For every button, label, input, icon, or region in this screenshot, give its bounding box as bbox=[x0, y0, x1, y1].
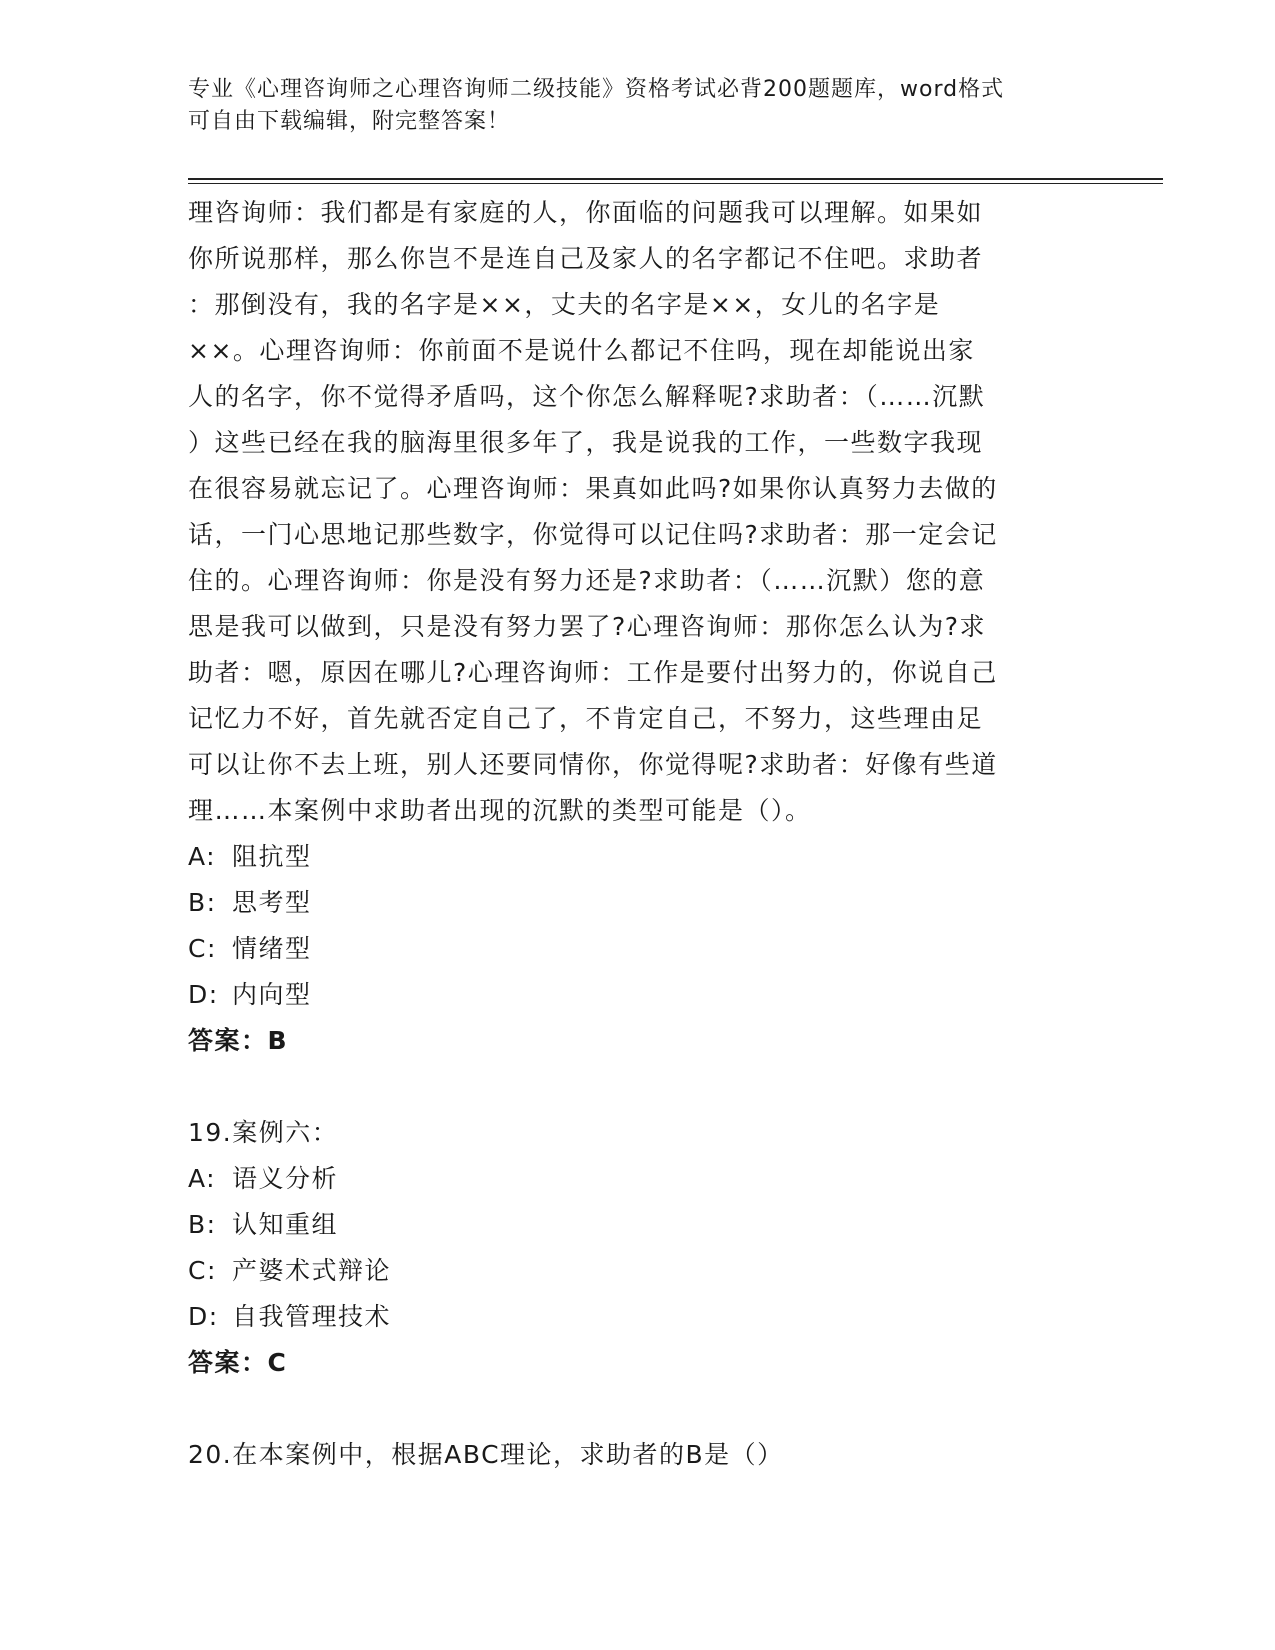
passage-line: 住的。心理咨询师：你是没有努力还是?求助者：（……沉默）您的意 bbox=[188, 566, 986, 595]
question-19 bbox=[188, 1110, 1078, 1386]
option-d: D: 内向型 bbox=[188, 980, 312, 1009]
passage-line: 在很容易就忘记了。心理咨询师：果真如此吗?如果你认真努力去做的 bbox=[188, 474, 998, 503]
passage-line: ××。心理咨询师：你前面不是说什么都记不住吗，现在却能说出家 bbox=[188, 336, 975, 365]
option-c: C: 产婆术式辩论 bbox=[188, 1256, 392, 1285]
passage-line: 可以让你不去上班，别人还要同情你，你觉得呢?求助者：好像有些道 bbox=[188, 750, 998, 779]
option-b: B: 认知重组 bbox=[188, 1210, 339, 1239]
question-18-options bbox=[188, 834, 1078, 1064]
option-a: A: 阻抗型 bbox=[188, 842, 312, 871]
option-c: C: 情绪型 bbox=[188, 934, 312, 963]
document-body bbox=[188, 190, 1078, 1478]
answer-19: 答案：C bbox=[188, 1348, 288, 1377]
passage-line: 人的名字，你不觉得矛盾吗，这个你怎么解释呢?求助者：（……沉默 bbox=[188, 382, 986, 411]
case-passage bbox=[188, 190, 1078, 834]
passage-line: 理咨询师：我们都是有家庭的人，你面临的问题我可以理解。如果如 bbox=[188, 198, 984, 227]
header-line-2: 可自由下载编辑，附完整答案！ bbox=[188, 109, 511, 134]
answer-18: 答案：B bbox=[188, 1026, 289, 1055]
passage-line: ：那倒没有，我的名字是××，丈夫的名字是××，女儿的名字是 bbox=[188, 290, 941, 319]
question-19-title: 19.案例六： bbox=[188, 1118, 339, 1147]
option-a: A: 语义分析 bbox=[188, 1164, 339, 1193]
header-rule-thick bbox=[188, 178, 1163, 180]
passage-line: 话，一门心思地记那些数字，你觉得可以记住吗?求助者：那一定会记 bbox=[188, 520, 998, 549]
header-line-1: 专业《心理咨询师之心理咨询师二级技能》资格考试必背200题题库，word格式 bbox=[188, 77, 1005, 102]
passage-line: 思是我可以做到，只是没有努力罢了?心理咨询师：那你怎么认为?求 bbox=[188, 612, 987, 641]
passage-line: 你所说那样，那么你岂不是连自己及家人的名字都记不住吧。求助者 bbox=[188, 244, 984, 273]
question-20 bbox=[188, 1432, 1078, 1478]
option-d: D: 自我管理技术 bbox=[188, 1302, 392, 1331]
question-20-title: 20.在本案例中，根据ABC理论，求助者的B是（） bbox=[188, 1440, 784, 1469]
passage-line: 理……本案例中求助者出现的沉默的类型可能是（）。 bbox=[188, 796, 812, 825]
document-header bbox=[188, 74, 1068, 138]
passage-line: 助者：嗯，原因在哪儿?心理咨询师：工作是要付出努力的，你说自己 bbox=[188, 658, 998, 687]
option-b: B: 思考型 bbox=[188, 888, 312, 917]
passage-line: 记忆力不好，首先就否定自己了，不肯定自己，不努力，这些理由足 bbox=[188, 704, 984, 733]
passage-line: ）这些已经在我的脑海里很多年了，我是说我的工作，一些数字我现 bbox=[188, 428, 984, 457]
header-rule-thin bbox=[188, 183, 1163, 184]
